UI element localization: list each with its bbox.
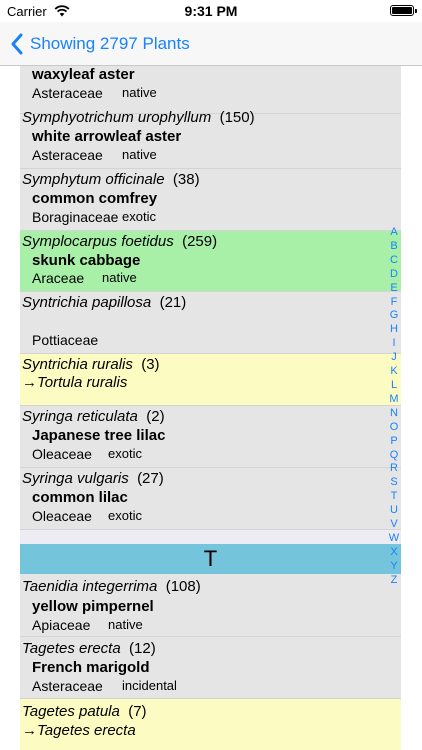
family-name: Boraginaceae	[32, 209, 119, 225]
list-item[interactable]	[20, 292, 401, 354]
common-name: yellow pimpernel	[32, 598, 154, 615]
common-name: waxyleaf aster	[32, 66, 135, 83]
status-label: exotic	[122, 209, 156, 224]
list-item[interactable]	[20, 107, 401, 169]
index-letter-b[interactable]: B	[390, 239, 398, 252]
family-name: Pottiaceae	[32, 332, 99, 348]
index-letter-x[interactable]: X	[390, 545, 398, 558]
list-item-synonym[interactable]	[20, 699, 401, 750]
status-label: native	[122, 147, 157, 162]
family-name: Oleaceae	[32, 446, 92, 462]
scientific-name: Tagetes patula (7)	[22, 703, 147, 720]
list-item[interactable]	[20, 637, 401, 699]
index-letter-y[interactable]: Y	[390, 559, 398, 572]
status-bar	[0, 0, 422, 22]
section-header: T	[20, 544, 401, 574]
index-letter-i[interactable]: I	[392, 337, 396, 350]
common-name: French marigold	[32, 659, 150, 676]
status-time: 9:31 PM	[184, 3, 238, 19]
index-letter-r[interactable]: R	[390, 462, 398, 475]
index-letter-f[interactable]: F	[390, 295, 398, 308]
scientific-name: Syringa reticulata (2)	[22, 408, 165, 425]
list-item[interactable]	[20, 169, 401, 231]
common-name: Japanese tree lilac	[32, 427, 166, 444]
section-index-bar[interactable]	[387, 226, 401, 588]
family-name: Apiaceae	[32, 617, 91, 633]
navigation-bar	[0, 22, 422, 66]
scientific-name: Symplocarpus foetidus (259)	[22, 233, 218, 250]
common-name: common lilac	[32, 489, 128, 506]
family-name: Araceae	[32, 270, 85, 286]
synonym-link[interactable]: →Tagetes erecta	[22, 722, 136, 739]
scientific-name: Syntrichia papillosa (21)	[22, 294, 187, 311]
index-letter-z[interactable]: Z	[390, 573, 398, 586]
scientific-name: Syringa vulgaris (27)	[22, 470, 164, 487]
index-letter-d[interactable]: D	[390, 267, 398, 280]
family-name: Asteraceae	[32, 678, 103, 694]
list-item[interactable]	[20, 406, 401, 468]
index-letter-u[interactable]: U	[390, 504, 398, 517]
list-item[interactable]	[20, 574, 401, 637]
status-label: native	[122, 85, 157, 100]
index-letter-n[interactable]: N	[390, 406, 398, 419]
index-letter-q[interactable]: Q	[389, 448, 399, 461]
common-name: common comfrey	[32, 190, 158, 207]
status-label: native	[102, 270, 137, 285]
index-letter-p[interactable]: P	[390, 434, 398, 447]
battery-icon	[390, 5, 414, 16]
list-item-highlighted[interactable]	[20, 231, 401, 292]
status-label: incidental	[122, 678, 177, 693]
family-name: Oleaceae	[32, 508, 92, 524]
index-letter-l[interactable]: L	[390, 378, 398, 391]
list-item-synonym[interactable]	[20, 354, 401, 406]
index-letter-t[interactable]: T	[390, 490, 398, 503]
plant-list[interactable]	[20, 66, 401, 750]
family-name: Asteraceae	[32, 85, 103, 101]
index-letter-m[interactable]: M	[389, 392, 399, 405]
family-name: Asteraceae	[32, 147, 103, 163]
synonym-link[interactable]: →Tortula ruralis	[22, 374, 128, 391]
common-name: white arrowleaf aster	[32, 128, 182, 145]
section-spacer	[20, 530, 401, 544]
status-label: native	[108, 617, 143, 632]
scientific-name: Symphytum officinale (38)	[22, 171, 200, 188]
scientific-name: Taenidia integerrima (108)	[22, 578, 201, 595]
index-letter-c[interactable]: C	[390, 253, 398, 266]
scientific-name: Tagetes erecta (12)	[22, 640, 156, 657]
status-label: exotic	[108, 446, 142, 461]
index-letter-o[interactable]: O	[389, 420, 399, 433]
index-letter-s[interactable]: S	[390, 476, 398, 489]
chevron-left-icon	[10, 33, 24, 55]
back-button[interactable]	[10, 30, 190, 58]
index-letter-j[interactable]: J	[391, 351, 397, 364]
back-button-label: Showing 2797 Plants	[30, 34, 190, 53]
list-item[interactable]	[20, 468, 401, 530]
common-name: skunk cabbage	[32, 252, 141, 269]
index-letter-h[interactable]: H	[390, 323, 398, 336]
status-label: exotic	[108, 508, 142, 523]
scientific-name: Syntrichia ruralis (3)	[22, 356, 160, 373]
index-letter-e[interactable]: E	[390, 281, 398, 294]
carrier-label: Carrier	[7, 4, 47, 19]
index-letter-a[interactable]: A	[390, 226, 398, 238]
index-letter-g[interactable]: G	[389, 309, 399, 322]
index-letter-k[interactable]: K	[390, 365, 398, 378]
index-letter-w[interactable]: W	[388, 531, 400, 544]
index-letter-v[interactable]: V	[390, 518, 398, 531]
scientific-name: Symphyotrichum urophyllum (150)	[22, 109, 255, 126]
